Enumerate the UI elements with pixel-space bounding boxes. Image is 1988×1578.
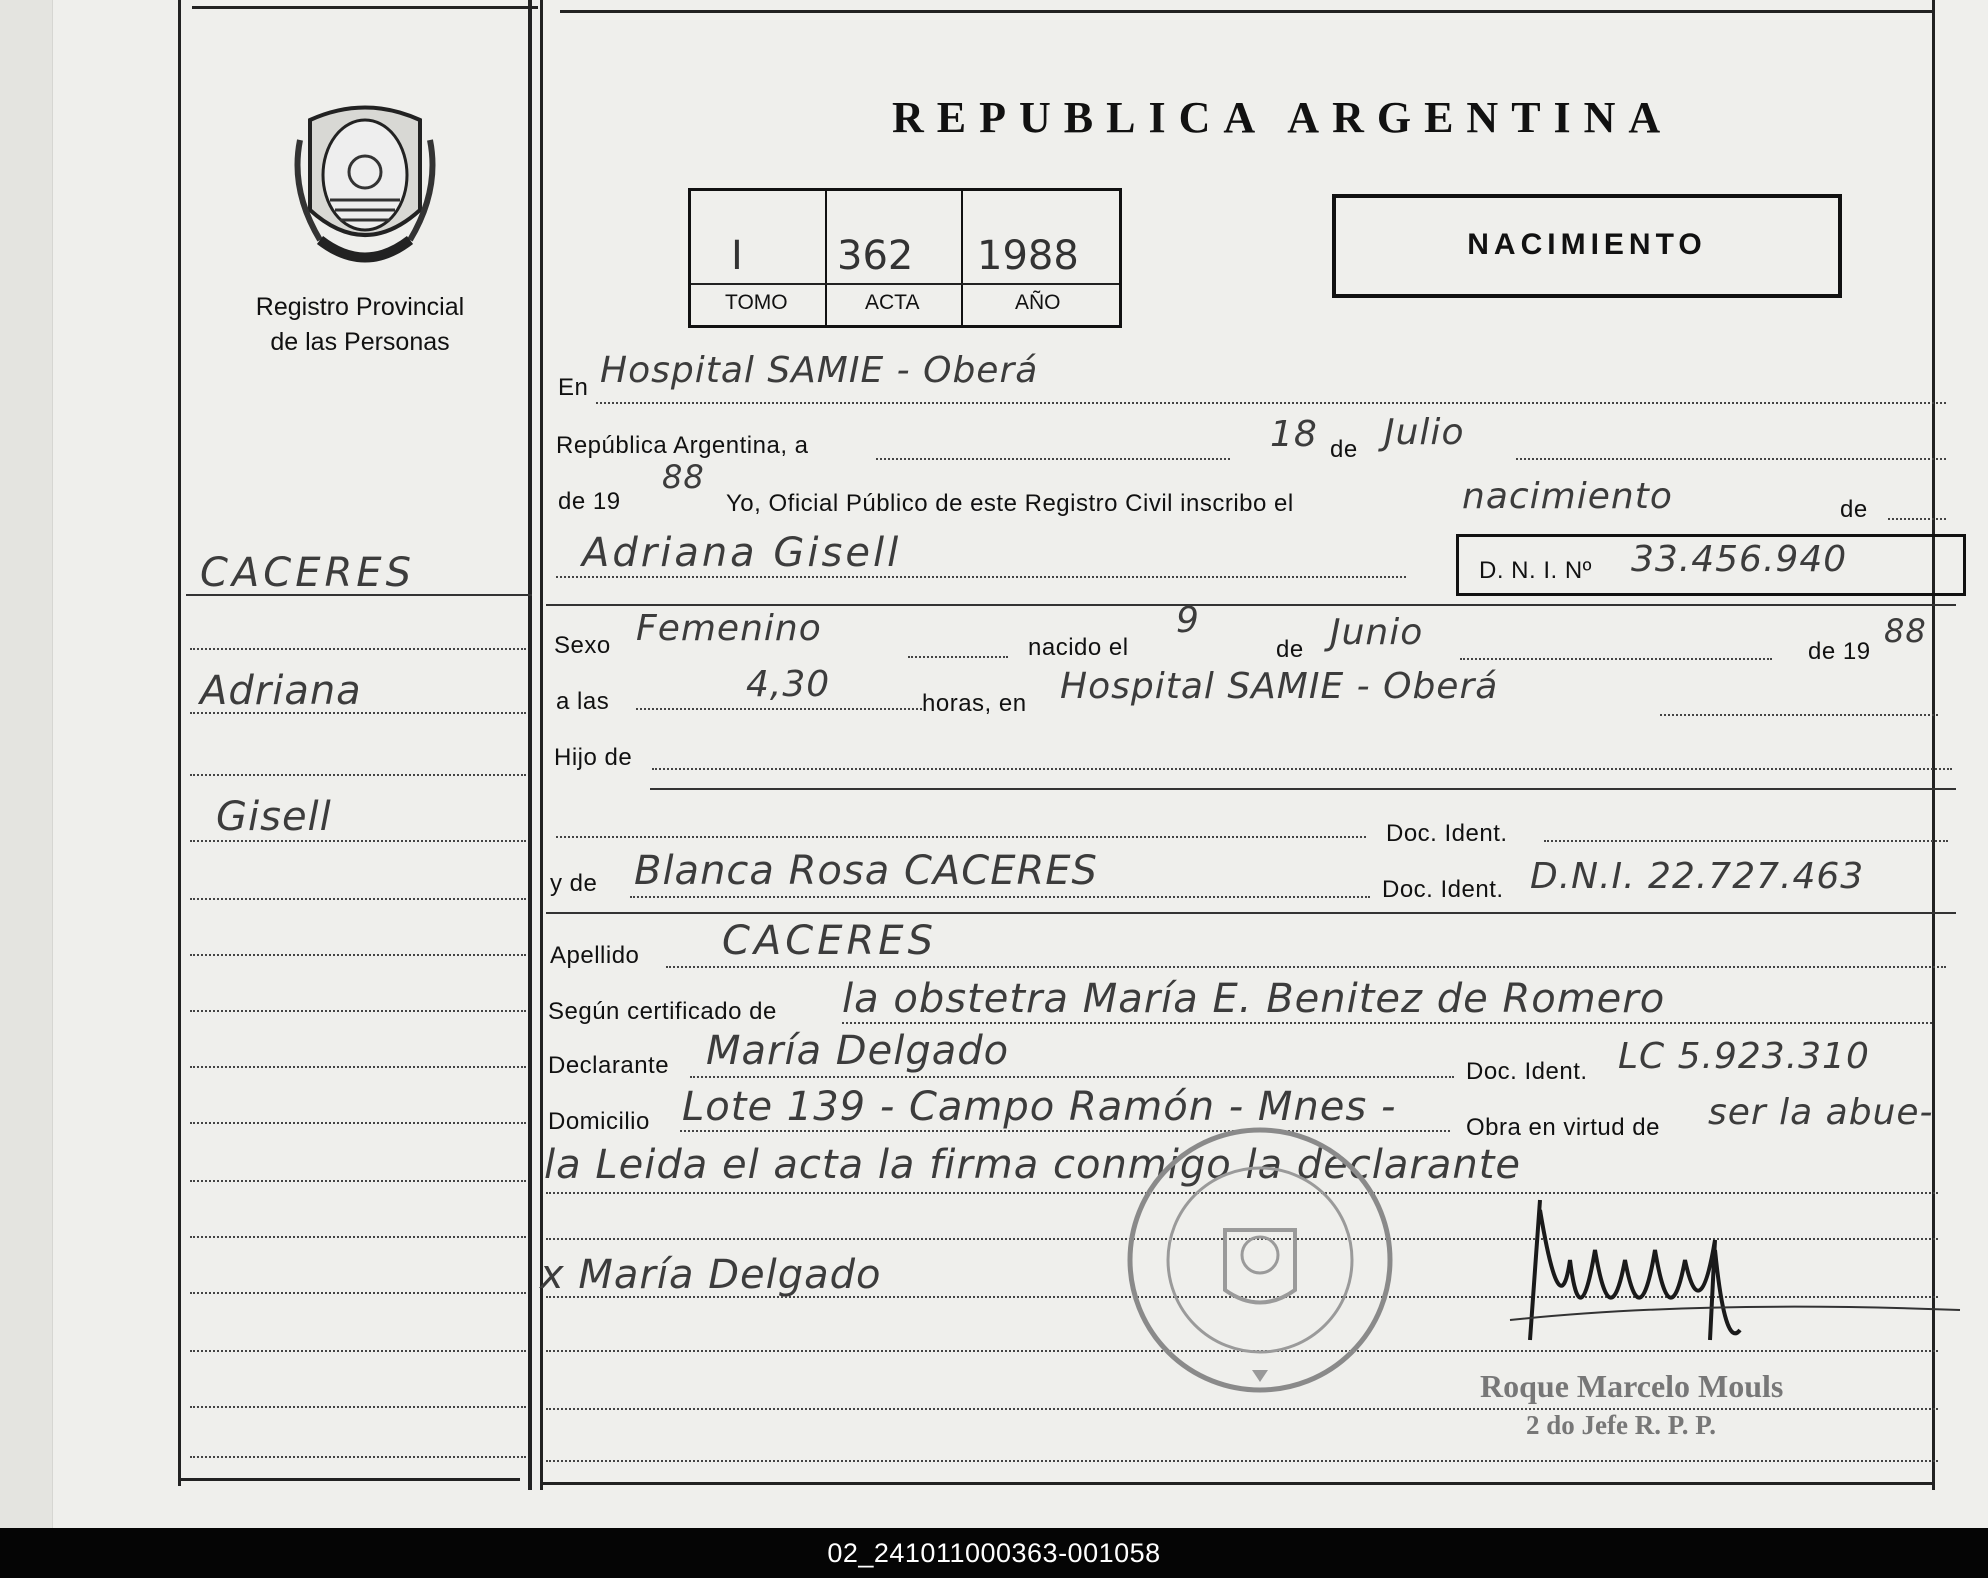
tomo-value: I xyxy=(731,233,743,279)
dni-value: 33.456.940 xyxy=(1631,539,1848,580)
closing-note: la Leida el acta la firma conmigo la declarante xyxy=(544,1142,1522,1188)
anio-label: AÑO xyxy=(1015,291,1061,314)
fill-line xyxy=(556,576,1406,578)
left-margin-strip xyxy=(0,0,53,1528)
apellido-value: CACERES xyxy=(722,918,937,964)
doc-ident-label: Doc. Ident. xyxy=(1382,876,1504,903)
fill-line xyxy=(690,1076,1454,1078)
margin-surname-line xyxy=(186,594,532,596)
de-19-label: de 19 xyxy=(558,488,621,515)
hijo-de-label: Hijo de xyxy=(554,744,633,771)
margin-line xyxy=(190,1456,526,1458)
left-column-border xyxy=(178,0,181,1486)
horas-label: horas, en xyxy=(922,690,1027,717)
birth-month: Junio xyxy=(1330,612,1424,653)
mother-name: Blanca Rosa CACERES xyxy=(634,848,1098,894)
fill-line xyxy=(1660,714,1938,716)
official-signature xyxy=(1500,1190,1970,1360)
bottom-rule-left xyxy=(180,1478,520,1481)
child-name: Adriana Gisell xyxy=(582,530,902,576)
fill-line xyxy=(546,1460,1938,1462)
margin-line xyxy=(190,774,526,776)
segun-label: Según certificado de xyxy=(548,998,777,1025)
margin-line xyxy=(190,712,526,714)
margin-line xyxy=(190,1236,526,1238)
de-19-label: de 19 xyxy=(1808,638,1871,665)
margin-line xyxy=(190,1292,526,1294)
image-code-footer: 02_241011000363-001058 xyxy=(0,1528,1988,1578)
place: Hospital SAMIE - Oberá xyxy=(600,350,1039,391)
registry-name-line1: Registro Provincial xyxy=(255,293,465,321)
margin-line xyxy=(190,954,526,956)
republica-label: República Argentina, a xyxy=(556,432,809,459)
top-rule-left xyxy=(192,6,538,9)
obra-label: Obra en virtud de xyxy=(1466,1114,1660,1141)
margin-line xyxy=(190,1406,526,1408)
anio-value: 1988 xyxy=(977,233,1079,279)
margin-line xyxy=(190,1066,526,1068)
misiones-province-emblem xyxy=(290,100,440,270)
margin-surname: CACERES xyxy=(200,550,415,596)
country-title: REPUBLICA ARGENTINA xyxy=(892,93,1674,142)
birth-place: Hospital SAMIE - Oberá xyxy=(1060,666,1499,707)
sex-value: Femenino xyxy=(636,608,822,649)
registry-name-line2: de las Personas xyxy=(270,328,450,356)
register-box xyxy=(688,188,1122,328)
registry-stamp xyxy=(1120,1120,1400,1400)
acta-label: ACTA xyxy=(865,291,920,314)
section-rule xyxy=(546,604,1956,606)
margin-line xyxy=(190,840,526,842)
doc-ident-label: Doc. Ident. xyxy=(1386,820,1508,847)
column-divider xyxy=(528,0,532,1490)
sexo-label: Sexo xyxy=(554,632,611,659)
margin-line xyxy=(190,1180,526,1182)
official-name: Roque Marcelo Mouls xyxy=(1480,1368,1784,1404)
act-type-box xyxy=(1332,194,1842,298)
event-type: nacimiento xyxy=(1462,476,1673,517)
dni-label: D. N. I. Nº xyxy=(1479,557,1592,584)
fill-line xyxy=(666,966,1946,968)
margin-line xyxy=(190,1350,526,1352)
birth-time: 4,30 xyxy=(746,664,831,705)
fill-line xyxy=(1888,518,1946,520)
fill-line xyxy=(1460,658,1772,660)
fill-line xyxy=(546,1408,1938,1410)
fill-line xyxy=(1544,840,1948,842)
official-title: 2 do Jefe R. P. P. xyxy=(1526,1410,1717,1440)
dni-box xyxy=(1456,534,1966,596)
a-las-label: a las xyxy=(556,688,610,715)
declarante-label: Declarante xyxy=(548,1052,670,1079)
fill-line xyxy=(636,708,922,710)
fill-line xyxy=(556,836,1366,838)
fill-line xyxy=(652,768,1952,770)
apellido-label: Apellido xyxy=(550,942,640,969)
section-rule xyxy=(650,788,1956,790)
declarant-signature: x María Delgado xyxy=(540,1252,882,1298)
fill-line xyxy=(596,402,1946,404)
registry-name xyxy=(200,290,520,360)
certificate-issuer: la obstetra María E. Benitez de Romero xyxy=(842,976,1666,1022)
mother-document: D.N.I. 22.727.463 xyxy=(1530,856,1865,897)
register-divider xyxy=(691,283,1119,285)
de-label: de xyxy=(1276,636,1304,663)
fill-line xyxy=(842,1022,1932,1024)
declarant-name: María Delgado xyxy=(706,1028,1010,1074)
margin-line xyxy=(190,1010,526,1012)
birth-year: 88 xyxy=(1884,612,1927,650)
officer-statement: Yo, Oficial Público de este Registro Civil inscribo el xyxy=(726,490,1294,517)
de-label: de xyxy=(1840,496,1868,523)
fill-line xyxy=(1516,458,1946,460)
section-rule xyxy=(546,912,1956,914)
address: Lote 139 - Campo Ramón - Mnes - xyxy=(682,1084,1397,1130)
margin-line xyxy=(190,898,526,900)
top-rule-right xyxy=(560,10,1932,13)
registration-year: 88 xyxy=(662,458,705,496)
de-label: de xyxy=(1330,436,1358,463)
y-de-label: y de xyxy=(550,870,598,897)
fill-line xyxy=(908,656,1008,658)
margin-line xyxy=(190,648,526,650)
margin-line xyxy=(190,1122,526,1124)
registration-day: 18 xyxy=(1270,414,1318,455)
obra-value: ser la abue- xyxy=(1708,1092,1934,1133)
bottom-rule-right xyxy=(540,1482,1932,1485)
birth-day: 9 xyxy=(1176,600,1200,641)
margin-first-name: Adriana xyxy=(200,668,362,714)
en-label: En xyxy=(558,374,589,401)
fill-line xyxy=(876,458,1230,460)
declarant-document: LC 5.923.310 xyxy=(1618,1036,1870,1077)
fill-line xyxy=(630,896,1370,898)
act-type-label: NACIMIENTO xyxy=(1467,228,1707,261)
tomo-label: TOMO xyxy=(725,291,788,314)
doc-ident-label: Doc. Ident. xyxy=(1466,1058,1588,1085)
margin-middle-name: Gisell xyxy=(216,794,332,840)
registration-month: Julio xyxy=(1384,412,1465,453)
nacido-label: nacido el xyxy=(1028,634,1129,661)
acta-value: 362 xyxy=(837,233,914,279)
domicilio-label: Domicilio xyxy=(548,1108,650,1135)
